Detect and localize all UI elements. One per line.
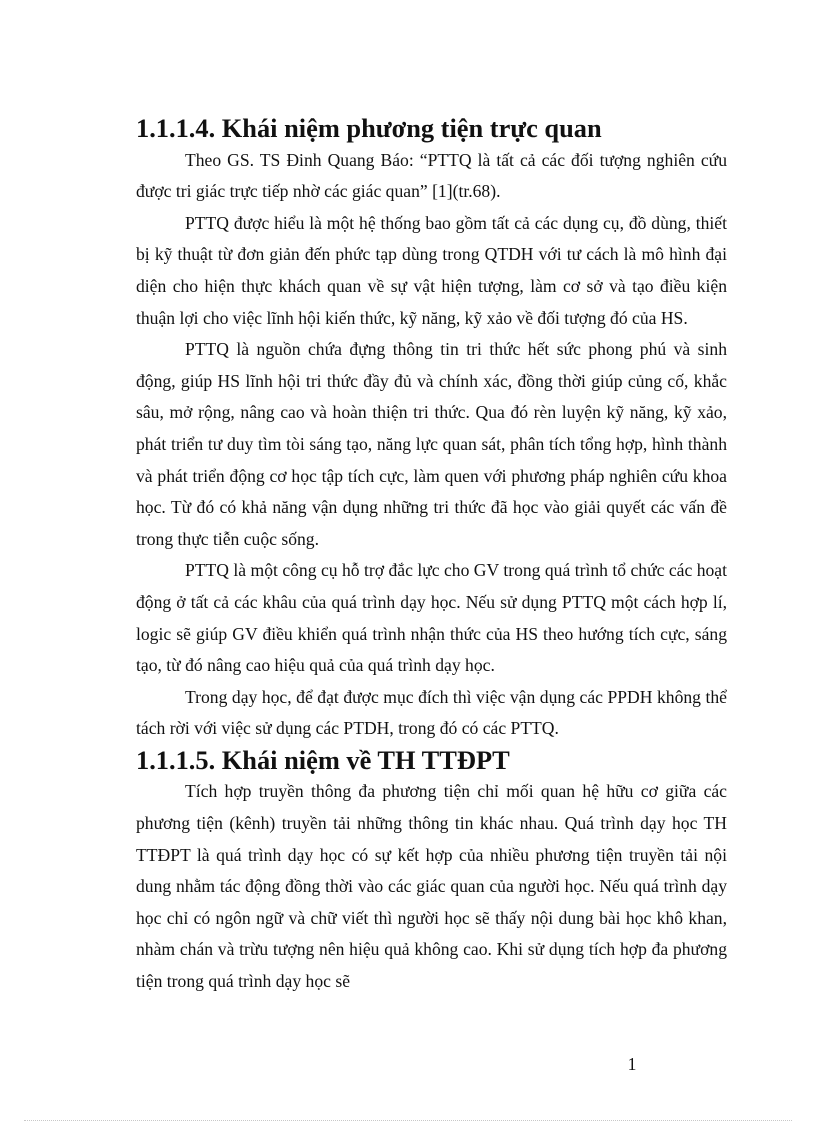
paragraph-pttq-system: PTTQ được hiểu là một hệ thống bao gồm tất cả các dụng cụ, đồ dùng, thiết bị kỹ thuật từ đơn giản đến phức tạp dùng trong QTDH với tư cách là mô hình đại diện cho hiện thực khách quan về sự vật hiện tượng, làm cơ sở và tạo điều kiện thuận lợi cho việc lĩnh hội kiến thức, kỹ năng, kỹ xảo về đối tượng đó của HS. — [136, 212, 727, 328]
paragraph-teaching-methods: Trong dạy học, để đạt được mục đích thì việc vận dụng các PPDH không thể tách rời với việc sử dụng các PTDH, trong đó có các PTTQ. — [136, 686, 727, 739]
paragraph-definition-quote: Theo GS. TS Đinh Quang Báo: “PTTQ là tất cả các đối tượng nghiên cứu được tri giác trực tiếp nhờ các giác quan” [1](tr.68). — [136, 149, 727, 202]
section-heading-1-1-1-5: 1.1.1.5. Khái niệm về TH TTĐPT — [136, 744, 510, 775]
paragraph-pttq-tool: PTTQ là một công cụ hỗ trợ đắc lực cho GV trong quá trình tổ chức các hoạt động ở tất cả các khâu của quá trình dạy học. Nếu sử dụng PTTQ một cách hợp lí, logic sẽ giúp GV điều khiển quá trình nhận thức của HS theo hướng tích cực, sáng tạo, từ đó nâng cao hiệu quả của quá trình dạy học. — [136, 560, 727, 676]
paragraph-pttq-source: PTTQ là nguồn chứa đựng thông tin tri thức hết sức phong phú và sinh động, giúp HS lĩnh hội tri thức đầy đủ và chính xác, đồng thời giúp củng cố, khắc sâu, mở rộng, nâng cao và hoàn thiện tri thức. Qua đó rèn luyện kỹ năng, kỹ xảo, phát triển tư duy tìm tòi sáng tạo, năng lực quan sát, phân tích tổng hợp, hình thành và phát triển động cơ học tập tích cực, làm quen với phương pháp nghiên cứu khoa học. Từ đó có khả năng vận dụng những tri thức đã học vào giải quyết các vấn đề trong thực tiễn cuộc sống. — [136, 339, 727, 549]
paragraph-multimedia-integration: Tích hợp truyền thông đa phương tiện chỉ mối quan hệ hữu cơ giữa các phương tiện (kênh) truyền tải những thông tin khác nhau. Quá trình dạy học TH TTĐPT là quá trình dạy học có sự kết hợp của nhiều phương tiện truyền tải nội dung nhằm tác động đồng thời vào các giác quan của người học. Nếu quá trình dạy học chỉ có ngôn ngữ và chữ viết thì người học sẽ thấy nội dung bài học khô khan, nhàm chán và trừu tượng nên hiệu quả không cao. Khi sử dụng tích hợp đa phương tiện trong quá trình dạy học sẽ — [136, 781, 727, 992]
page-bottom-divider — [24, 1120, 792, 1121]
section-heading-1-1-1-4: 1.1.1.4. Khái niệm phương tiện trực quan — [136, 113, 602, 143]
page-number: 1 — [627, 1054, 637, 1074]
page-content — [136, 113, 727, 998]
